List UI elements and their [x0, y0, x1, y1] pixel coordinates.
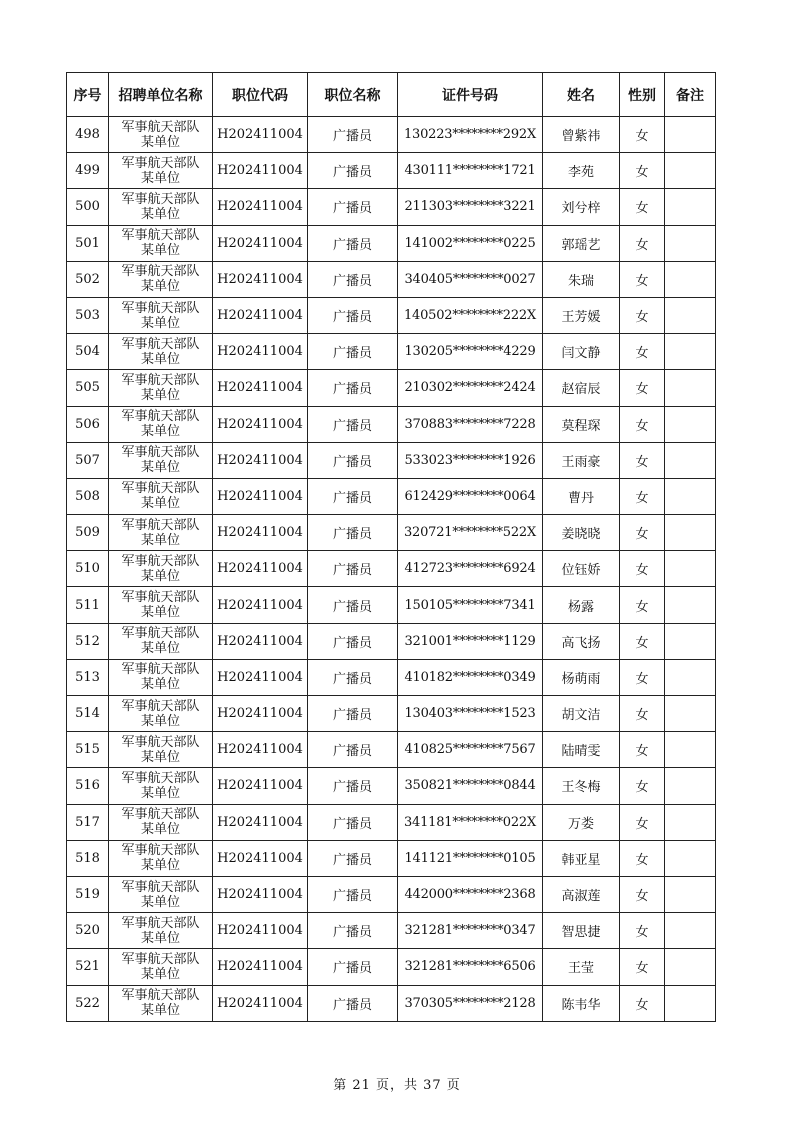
cell-gender: 女 [620, 985, 665, 1021]
cell-remarks [665, 297, 716, 333]
cell-gender: 女 [620, 370, 665, 406]
cell-code: H202411004 [213, 406, 308, 442]
cell-gender: 女 [620, 623, 665, 659]
cell-unit [109, 442, 213, 478]
cell-gender: 女 [620, 659, 665, 695]
table-row [67, 876, 716, 912]
table-row [67, 261, 716, 297]
cell-id-number: 130205********4229 [398, 334, 543, 370]
unit-line-2: 某单位 [140, 424, 180, 440]
cell-code: H202411004 [213, 551, 308, 587]
cell-position: 广播员 [308, 370, 398, 406]
cell-seq: 506 [67, 406, 109, 442]
cell-remarks [665, 840, 716, 876]
unit-line-1: 军事航天部队 [121, 409, 200, 425]
cell-unit [109, 297, 213, 333]
cell-seq: 519 [67, 876, 109, 912]
cell-unit [109, 913, 213, 949]
cell-id-number: 130223********292X [398, 117, 543, 153]
cell-unit [109, 153, 213, 189]
cell-id-number: 370305********2128 [398, 985, 543, 1021]
unit-line-2: 某单位 [140, 822, 180, 838]
cell-remarks [665, 659, 716, 695]
cell-name: 郭瑶艺 [543, 225, 620, 261]
cell-id-number: 412723********6924 [398, 551, 543, 587]
cell-position: 广播员 [308, 659, 398, 695]
cell-remarks [665, 876, 716, 912]
cell-unit [109, 623, 213, 659]
unit-line-1: 军事航天部队 [121, 300, 200, 316]
table-row [67, 623, 716, 659]
unit-line-1: 军事航天部队 [121, 843, 200, 859]
cell-unit [109, 551, 213, 587]
table-row [67, 153, 716, 189]
cell-name: 王冬梅 [543, 768, 620, 804]
unit-line-1: 军事航天部队 [121, 445, 200, 461]
cell-gender: 女 [620, 334, 665, 370]
cell-id-number: 141121********0105 [398, 840, 543, 876]
unit-line-2: 某单位 [140, 749, 180, 765]
cell-remarks [665, 189, 716, 225]
cell-position: 广播员 [308, 623, 398, 659]
cell-remarks [665, 117, 716, 153]
cell-gender: 女 [620, 478, 665, 514]
cell-name: 陈韦华 [543, 985, 620, 1021]
cell-name: 王芳媛 [543, 297, 620, 333]
cell-position: 广播员 [308, 225, 398, 261]
unit-line-2: 某单位 [140, 243, 180, 259]
unit-line-2: 某单位 [140, 460, 180, 476]
cell-remarks [665, 370, 716, 406]
cell-code: H202411004 [213, 732, 308, 768]
cell-seq: 501 [67, 225, 109, 261]
cell-gender: 女 [620, 696, 665, 732]
cell-code: H202411004 [213, 478, 308, 514]
table-row [67, 840, 716, 876]
cell-gender: 女 [620, 949, 665, 985]
cell-position: 广播员 [308, 334, 398, 370]
cell-name: 曹丹 [543, 478, 620, 514]
table-row [67, 551, 716, 587]
cell-code: H202411004 [213, 297, 308, 333]
cell-id-number: 320721********522X [398, 515, 543, 551]
cell-unit [109, 876, 213, 912]
table-row [67, 515, 716, 551]
header-unit: 招聘单位名称 [109, 73, 213, 117]
cell-position: 广播员 [308, 587, 398, 623]
unit-line-1: 军事航天部队 [121, 770, 200, 786]
cell-gender: 女 [620, 551, 665, 587]
cell-remarks [665, 985, 716, 1021]
cell-seq: 505 [67, 370, 109, 406]
cell-code: H202411004 [213, 840, 308, 876]
cell-gender: 女 [620, 225, 665, 261]
cell-gender: 女 [620, 117, 665, 153]
cell-remarks [665, 913, 716, 949]
cell-id-number: 340405********0027 [398, 261, 543, 297]
page-footer: 第 21 页，共 37 页 [333, 1078, 461, 1093]
cell-position: 广播员 [308, 297, 398, 333]
cell-code: H202411004 [213, 334, 308, 370]
cell-remarks [665, 334, 716, 370]
table-row [67, 732, 716, 768]
unit-line-1: 军事航天部队 [121, 336, 200, 352]
cell-seq: 507 [67, 442, 109, 478]
cell-id-number: 410825********7567 [398, 732, 543, 768]
cell-name: 闫文静 [543, 334, 620, 370]
cell-gender: 女 [620, 876, 665, 912]
cell-position: 广播员 [308, 949, 398, 985]
unit-line-1: 军事航天部队 [121, 590, 200, 606]
cell-unit [109, 117, 213, 153]
cell-remarks [665, 515, 716, 551]
unit-line-1: 军事航天部队 [121, 951, 200, 967]
unit-line-2: 某单位 [140, 894, 180, 910]
cell-remarks [665, 768, 716, 804]
cell-gender: 女 [620, 768, 665, 804]
cell-code: H202411004 [213, 659, 308, 695]
cell-name: 赵宿辰 [543, 370, 620, 406]
unit-line-1: 军事航天部队 [121, 988, 200, 1004]
cell-unit [109, 225, 213, 261]
cell-position: 广播员 [308, 804, 398, 840]
cell-name: 刘兮梓 [543, 189, 620, 225]
cell-id-number: 211303********3221 [398, 189, 543, 225]
cell-id-number: 410182********0349 [398, 659, 543, 695]
cell-name: 杨萌雨 [543, 659, 620, 695]
cell-name: 王莹 [543, 949, 620, 985]
cell-remarks [665, 623, 716, 659]
unit-line-2: 某单位 [140, 532, 180, 548]
header-row [67, 73, 716, 117]
cell-gender: 女 [620, 297, 665, 333]
table-row [67, 189, 716, 225]
cell-seq: 512 [67, 623, 109, 659]
cell-code: H202411004 [213, 804, 308, 840]
cell-seq: 521 [67, 949, 109, 985]
cell-seq: 514 [67, 696, 109, 732]
cell-name: 杨露 [543, 587, 620, 623]
unit-line-1: 军事航天部队 [121, 626, 200, 642]
header-code: 职位代码 [213, 73, 308, 117]
header-position: 职位名称 [308, 73, 398, 117]
cell-name: 莫程琛 [543, 406, 620, 442]
unit-line-2: 某单位 [140, 134, 180, 150]
unit-line-2: 某单位 [140, 858, 180, 874]
cell-seq: 513 [67, 659, 109, 695]
cell-name: 李苑 [543, 153, 620, 189]
cell-unit [109, 732, 213, 768]
unit-line-2: 某单位 [140, 677, 180, 693]
cell-code: H202411004 [213, 876, 308, 912]
cell-gender: 女 [620, 587, 665, 623]
cell-unit [109, 587, 213, 623]
roster-body [67, 117, 716, 1022]
cell-remarks [665, 478, 716, 514]
unit-line-1: 军事航天部队 [121, 915, 200, 931]
cell-id-number: 533023********1926 [398, 442, 543, 478]
unit-line-2: 某单位 [140, 496, 180, 512]
cell-unit [109, 804, 213, 840]
cell-name: 高淑莲 [543, 876, 620, 912]
cell-gender: 女 [620, 804, 665, 840]
cell-seq: 498 [67, 117, 109, 153]
cell-unit [109, 406, 213, 442]
table-row [67, 985, 716, 1021]
table-row [67, 768, 716, 804]
cell-position: 广播员 [308, 442, 398, 478]
cell-seq: 502 [67, 261, 109, 297]
cell-gender: 女 [620, 913, 665, 949]
cell-gender: 女 [620, 189, 665, 225]
cell-unit [109, 840, 213, 876]
cell-gender: 女 [620, 840, 665, 876]
table-row [67, 334, 716, 370]
cell-remarks [665, 261, 716, 297]
cell-code: H202411004 [213, 587, 308, 623]
cell-position: 广播员 [308, 732, 398, 768]
cell-unit [109, 949, 213, 985]
cell-code: H202411004 [213, 442, 308, 478]
cell-id-number: 341181********022X [398, 804, 543, 840]
cell-gender: 女 [620, 732, 665, 768]
cell-unit [109, 478, 213, 514]
cell-seq: 500 [67, 189, 109, 225]
cell-id-number: 321281********0347 [398, 913, 543, 949]
unit-line-2: 某单位 [140, 930, 180, 946]
cell-id-number: 350821********0844 [398, 768, 543, 804]
cell-unit [109, 985, 213, 1021]
cell-name: 韩亚星 [543, 840, 620, 876]
unit-line-2: 某单位 [140, 1003, 180, 1019]
cell-id-number: 141002********0225 [398, 225, 543, 261]
cell-id-number: 130403********1523 [398, 696, 543, 732]
unit-line-2: 某单位 [140, 279, 180, 295]
unit-line-2: 某单位 [140, 170, 180, 186]
cell-id-number: 430111********1721 [398, 153, 543, 189]
table-row [67, 225, 716, 261]
unit-line-2: 某单位 [140, 785, 180, 801]
cell-unit [109, 189, 213, 225]
cell-remarks [665, 225, 716, 261]
cell-remarks [665, 587, 716, 623]
unit-line-2: 某单位 [140, 387, 180, 403]
cell-position: 广播员 [308, 189, 398, 225]
header-name: 姓名 [543, 73, 620, 117]
cell-seq: 520 [67, 913, 109, 949]
cell-id-number: 150105********7341 [398, 587, 543, 623]
cell-remarks [665, 804, 716, 840]
unit-line-1: 军事航天部队 [121, 517, 200, 533]
cell-remarks [665, 732, 716, 768]
cell-seq: 522 [67, 985, 109, 1021]
table-row [67, 696, 716, 732]
cell-remarks [665, 406, 716, 442]
cell-code: H202411004 [213, 913, 308, 949]
unit-line-1: 军事航天部队 [121, 191, 200, 207]
unit-line-1: 军事航天部队 [121, 553, 200, 569]
cell-code: H202411004 [213, 623, 308, 659]
cell-position: 广播员 [308, 117, 398, 153]
cell-position: 广播员 [308, 696, 398, 732]
cell-seq: 510 [67, 551, 109, 587]
cell-id-number: 140502********222X [398, 297, 543, 333]
unit-line-2: 某单位 [140, 641, 180, 657]
cell-unit [109, 696, 213, 732]
unit-line-2: 某单位 [140, 713, 180, 729]
unit-line-1: 军事航天部队 [121, 807, 200, 823]
cell-remarks [665, 551, 716, 587]
cell-code: H202411004 [213, 768, 308, 804]
cell-position: 广播员 [308, 551, 398, 587]
cell-code: H202411004 [213, 189, 308, 225]
cell-id-number: 612429********0064 [398, 478, 543, 514]
table-row [67, 442, 716, 478]
cell-code: H202411004 [213, 153, 308, 189]
cell-name: 姜晓晓 [543, 515, 620, 551]
cell-id-number: 321001********1129 [398, 623, 543, 659]
cell-code: H202411004 [213, 261, 308, 297]
cell-id-number: 210302********2424 [398, 370, 543, 406]
unit-line-1: 军事航天部队 [121, 662, 200, 678]
unit-line-2: 某单位 [140, 568, 180, 584]
unit-line-2: 某单位 [140, 206, 180, 222]
cell-code: H202411004 [213, 225, 308, 261]
cell-remarks [665, 153, 716, 189]
cell-remarks [665, 442, 716, 478]
cell-code: H202411004 [213, 515, 308, 551]
cell-unit [109, 334, 213, 370]
cell-position: 广播员 [308, 876, 398, 912]
unit-line-1: 军事航天部队 [121, 879, 200, 895]
cell-position: 广播员 [308, 985, 398, 1021]
cell-position: 广播员 [308, 478, 398, 514]
cell-gender: 女 [620, 153, 665, 189]
table-row [67, 587, 716, 623]
roster-table [66, 72, 716, 1022]
unit-line-1: 军事航天部队 [121, 264, 200, 280]
cell-code: H202411004 [213, 985, 308, 1021]
unit-line-1: 军事航天部队 [121, 698, 200, 714]
cell-gender: 女 [620, 515, 665, 551]
table-row [67, 478, 716, 514]
cell-seq: 515 [67, 732, 109, 768]
table-row [67, 117, 716, 153]
cell-name: 王雨豪 [543, 442, 620, 478]
unit-line-2: 某单位 [140, 351, 180, 367]
unit-line-1: 军事航天部队 [121, 119, 200, 135]
cell-seq: 503 [67, 297, 109, 333]
cell-name: 位钰娇 [543, 551, 620, 587]
cell-position: 广播员 [308, 515, 398, 551]
cell-seq: 509 [67, 515, 109, 551]
unit-line-1: 军事航天部队 [121, 372, 200, 388]
cell-unit [109, 261, 213, 297]
unit-line-2: 某单位 [140, 605, 180, 621]
header-remarks: 备注 [665, 73, 716, 117]
cell-unit [109, 768, 213, 804]
cell-code: H202411004 [213, 117, 308, 153]
cell-unit [109, 659, 213, 695]
unit-line-1: 军事航天部队 [121, 155, 200, 171]
cell-seq: 511 [67, 587, 109, 623]
unit-line-1: 军事航天部队 [121, 481, 200, 497]
cell-gender: 女 [620, 406, 665, 442]
cell-gender: 女 [620, 442, 665, 478]
cell-id-number: 321281********6506 [398, 949, 543, 985]
cell-seq: 517 [67, 804, 109, 840]
cell-name: 智思捷 [543, 913, 620, 949]
table-row [67, 370, 716, 406]
unit-line-2: 某单位 [140, 315, 180, 331]
cell-code: H202411004 [213, 370, 308, 406]
cell-position: 广播员 [308, 768, 398, 804]
cell-seq: 504 [67, 334, 109, 370]
cell-name: 胡文洁 [543, 696, 620, 732]
header-id-number: 证件号码 [398, 73, 543, 117]
cell-name: 曾紫祎 [543, 117, 620, 153]
cell-seq: 516 [67, 768, 109, 804]
cell-position: 广播员 [308, 913, 398, 949]
header-seq: 序号 [67, 73, 109, 117]
cell-remarks [665, 696, 716, 732]
cell-code: H202411004 [213, 949, 308, 985]
cell-id-number: 442000********2368 [398, 876, 543, 912]
table-row [67, 949, 716, 985]
cell-code: H202411004 [213, 696, 308, 732]
cell-remarks [665, 949, 716, 985]
cell-name: 万娄 [543, 804, 620, 840]
cell-position: 广播员 [308, 840, 398, 876]
table-row [67, 297, 716, 333]
unit-line-2: 某单位 [140, 966, 180, 982]
cell-seq: 518 [67, 840, 109, 876]
cell-id-number: 370883********7228 [398, 406, 543, 442]
table-row [67, 406, 716, 442]
table-row [67, 913, 716, 949]
cell-name: 高飞扬 [543, 623, 620, 659]
cell-name: 陆晴雯 [543, 732, 620, 768]
cell-seq: 499 [67, 153, 109, 189]
table-row [67, 804, 716, 840]
cell-position: 广播员 [308, 261, 398, 297]
table-row [67, 659, 716, 695]
unit-line-1: 军事航天部队 [121, 734, 200, 750]
header-gender: 性别 [620, 73, 665, 117]
unit-line-1: 军事航天部队 [121, 228, 200, 244]
cell-seq: 508 [67, 478, 109, 514]
cell-unit [109, 515, 213, 551]
cell-position: 广播员 [308, 406, 398, 442]
cell-gender: 女 [620, 261, 665, 297]
cell-unit [109, 370, 213, 406]
cell-position: 广播员 [308, 153, 398, 189]
cell-name: 朱瑞 [543, 261, 620, 297]
